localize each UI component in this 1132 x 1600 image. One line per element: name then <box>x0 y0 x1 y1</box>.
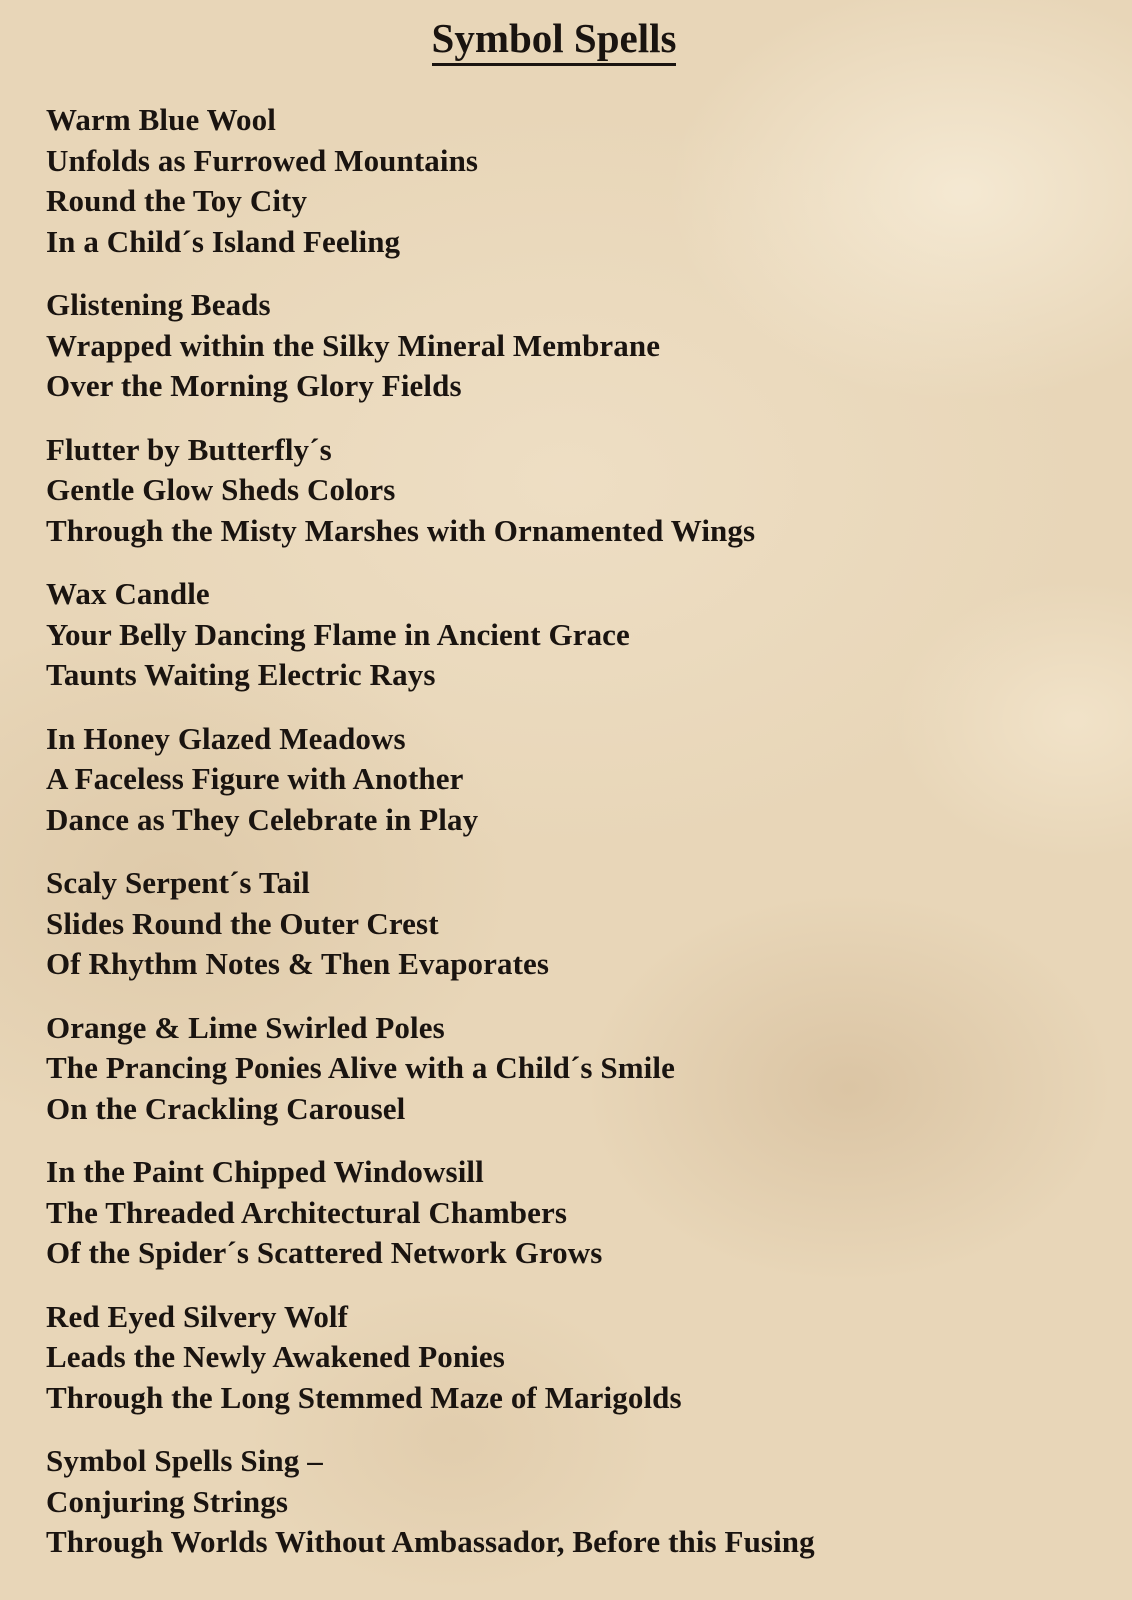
stanza-9 <box>46 1297 1106 1419</box>
poem-line: Wax Candle <box>46 576 210 611</box>
poem-line: On the Crackling Carousel <box>46 1090 406 1126</box>
poem-line: Leads the Newly Awakened Ponies <box>46 1339 505 1374</box>
poem-line: Over the Morning Glory Fields <box>46 368 462 403</box>
stanza-8 <box>46 1152 1106 1274</box>
poem-line: Gentle Glow Sheds Colors <box>46 472 396 507</box>
title-text: Symbol Spells <box>432 13 677 66</box>
stanza-5 <box>46 719 1106 841</box>
poem-line: Through the Misty Marshes with Ornamented Wings <box>46 512 756 548</box>
stanza-2 <box>46 285 1106 407</box>
poem-line: The Threaded Architectural Chambers <box>46 1194 568 1230</box>
poem-line: Taunts Waiting Electric Rays <box>46 657 436 692</box>
poem-line: Round the Toy City <box>46 183 308 218</box>
poem-line: Flutter by Butterfly´s <box>46 431 332 467</box>
stanza-6 <box>46 863 1106 985</box>
poem-line: Your Belly Dancing Flame in Ancient Grace <box>46 616 630 652</box>
poem-line: Warm Blue Wool <box>46 102 276 137</box>
poem-line: Orange & Lime Swirled Poles <box>46 1009 445 1045</box>
poem-line: Conjuring Strings <box>46 1483 288 1519</box>
poem-line: A Faceless Figure with Another <box>46 761 464 796</box>
poem-line: In a Child´s Island Feeling <box>46 223 401 259</box>
stanza-1 <box>46 100 1106 262</box>
poem-line: Slides Round the Outer Crest <box>46 905 439 941</box>
poem-line: Red Eyed Silvery Wolf <box>46 1298 349 1334</box>
stanza-7 <box>46 1008 1106 1130</box>
poem-line: Of Rhythm Notes & Then Evaporates <box>46 946 550 981</box>
stanza-4 <box>46 574 1106 696</box>
poem-line: In the Paint Chipped Windowsill <box>46 1154 484 1189</box>
poem-line: Unfolds as Furrowed Mountains <box>46 142 479 178</box>
page-title <box>0 12 1108 66</box>
poem-line: Scaly Serpent´s Tail <box>46 865 310 900</box>
poem-line: Through Worlds Without Ambassador, Before this Fusing <box>46 1524 815 1559</box>
stanza-10 <box>46 1441 1106 1563</box>
poem-line: Wrapped within the Silky Mineral Membrane <box>46 327 661 363</box>
poem-line: Symbol Spells Sing – <box>46 1443 323 1478</box>
poem <box>46 100 1106 1586</box>
stanza-3 <box>46 430 1106 552</box>
poem-line: The Prancing Ponies Alive with a Child´s Smile <box>46 1050 675 1085</box>
poem-line: In Honey Glazed Meadows <box>46 720 406 756</box>
poem-line: Through the Long Stemmed Maze of Marigolds <box>46 1379 682 1415</box>
poem-line: Dance as They Celebrate in Play <box>46 801 479 837</box>
poem-line: Of the Spider´s Scattered Network Grows <box>46 1235 603 1270</box>
poem-line: Glistening Beads <box>46 287 271 322</box>
